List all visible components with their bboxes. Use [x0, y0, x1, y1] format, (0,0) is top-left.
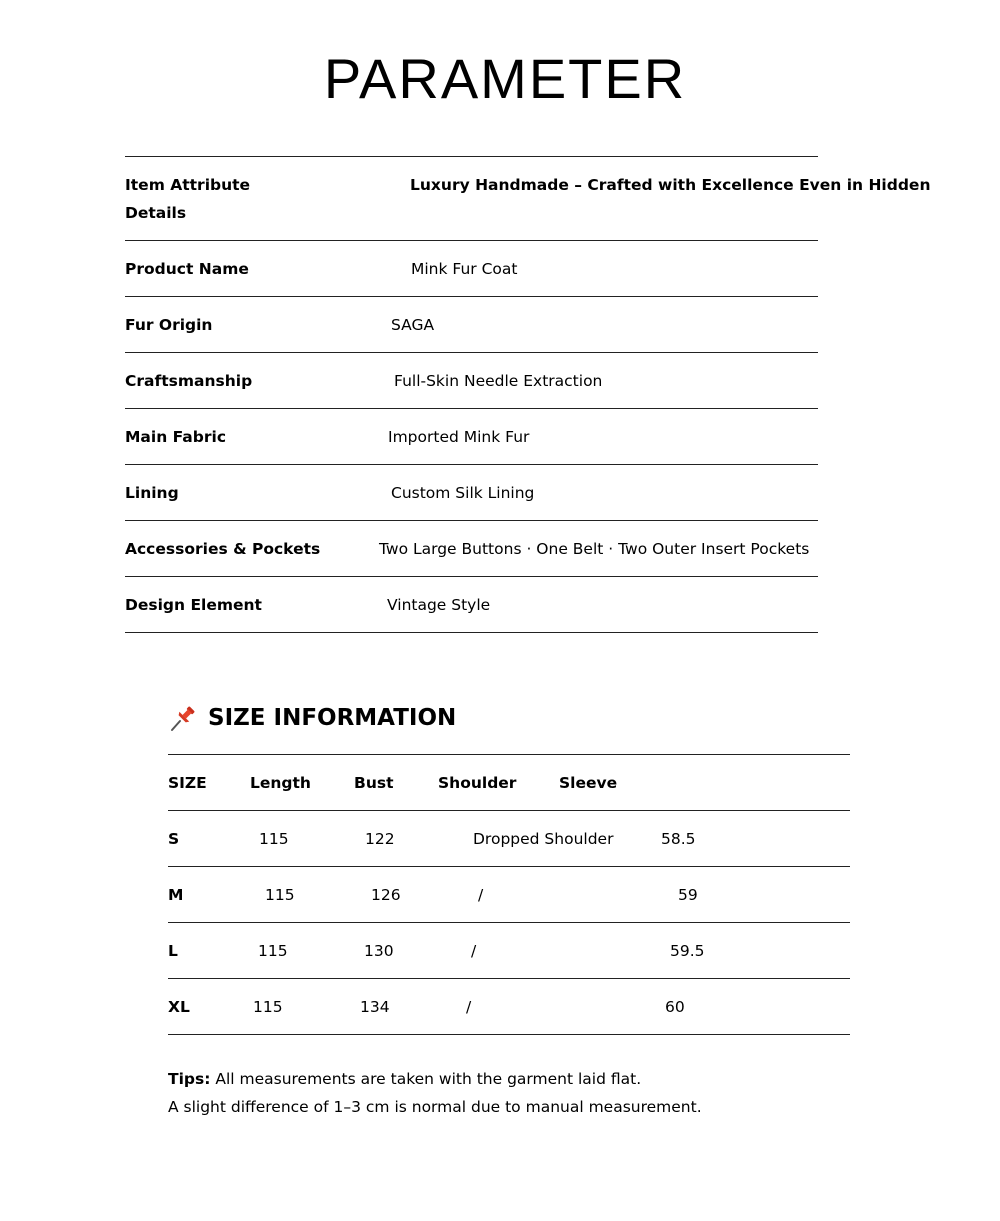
sleeve-cell: 60 [665, 998, 685, 1016]
col-header-shoulder: Shoulder [438, 774, 517, 792]
divider [125, 576, 818, 577]
divider [168, 754, 850, 755]
length-cell: 115 [265, 886, 295, 904]
param-label: Design Element [125, 596, 262, 614]
col-header-length: Length [250, 774, 311, 792]
param-label: Fur Origin [125, 316, 213, 334]
divider [125, 296, 818, 297]
param-value: Luxury Handmade – Crafted with Excellence Even in Hidden [410, 176, 931, 194]
size-info-heading [168, 702, 456, 734]
tips-text-2: A slight difference of 1–3 cm is normal due to manual measurement. [168, 1098, 702, 1116]
divider [125, 156, 818, 157]
param-label: Main Fabric [125, 428, 227, 446]
divider [168, 1034, 850, 1035]
param-label: Lining [125, 484, 179, 502]
sleeve-cell: 59.5 [670, 942, 705, 960]
divider [168, 810, 850, 811]
param-value: Vintage Style [387, 596, 491, 614]
length-cell: 115 [259, 830, 289, 848]
size-info-title: SIZE INFORMATION [208, 705, 457, 731]
divider [125, 408, 818, 409]
length-cell: 115 [258, 942, 288, 960]
bust-cell: 134 [360, 998, 390, 1016]
size-cell: S [168, 830, 180, 848]
bust-cell: 126 [371, 886, 401, 904]
col-header-size: SIZE [168, 774, 207, 792]
divider [168, 866, 850, 867]
size-cell: M [168, 886, 184, 904]
param-label: Craftsmanship [125, 372, 253, 390]
shoulder-cell: Dropped Shoulder [473, 830, 614, 848]
param-value: Mink Fur Coat [411, 260, 518, 278]
sleeve-cell: 58.5 [661, 830, 696, 848]
divider [168, 922, 850, 923]
sleeve-cell: 59 [678, 886, 698, 904]
bust-cell: 130 [364, 942, 394, 960]
tips-label: Tips: [168, 1070, 211, 1088]
divider [125, 352, 818, 353]
divider [168, 978, 850, 979]
size-cell: L [168, 942, 178, 960]
param-label: Accessories & Pockets [125, 540, 321, 558]
shoulder-cell: / [471, 942, 477, 960]
param-value: Two Large Buttons · One Belt · Two Outer Insert Pockets [379, 540, 810, 558]
shoulder-cell: / [478, 886, 484, 904]
col-header-sleeve: Sleeve [559, 774, 618, 792]
divider [125, 464, 818, 465]
tips-text-1: All measurements are taken with the garment laid flat. [215, 1070, 642, 1088]
param-value: SAGA [391, 316, 435, 334]
tips-line-1 [168, 1065, 702, 1093]
divider [125, 240, 818, 241]
param-value: Custom Silk Lining [391, 484, 535, 502]
pushpin-icon [168, 703, 198, 733]
col-header-bust: Bust [354, 774, 394, 792]
param-value: Full-Skin Needle Extraction [394, 372, 603, 390]
param-label: Item Attribute Details [125, 176, 251, 222]
bust-cell: 122 [365, 830, 395, 848]
divider [125, 520, 818, 521]
size-cell: XL [168, 998, 190, 1016]
tips-note [168, 1065, 702, 1121]
param-value: Imported Mink Fur [388, 428, 530, 446]
length-cell: 115 [253, 998, 283, 1016]
shoulder-cell: / [466, 998, 472, 1016]
param-label: Product Name [125, 260, 249, 278]
divider [125, 632, 818, 633]
page-title: PARAMETER [323, 47, 687, 110]
